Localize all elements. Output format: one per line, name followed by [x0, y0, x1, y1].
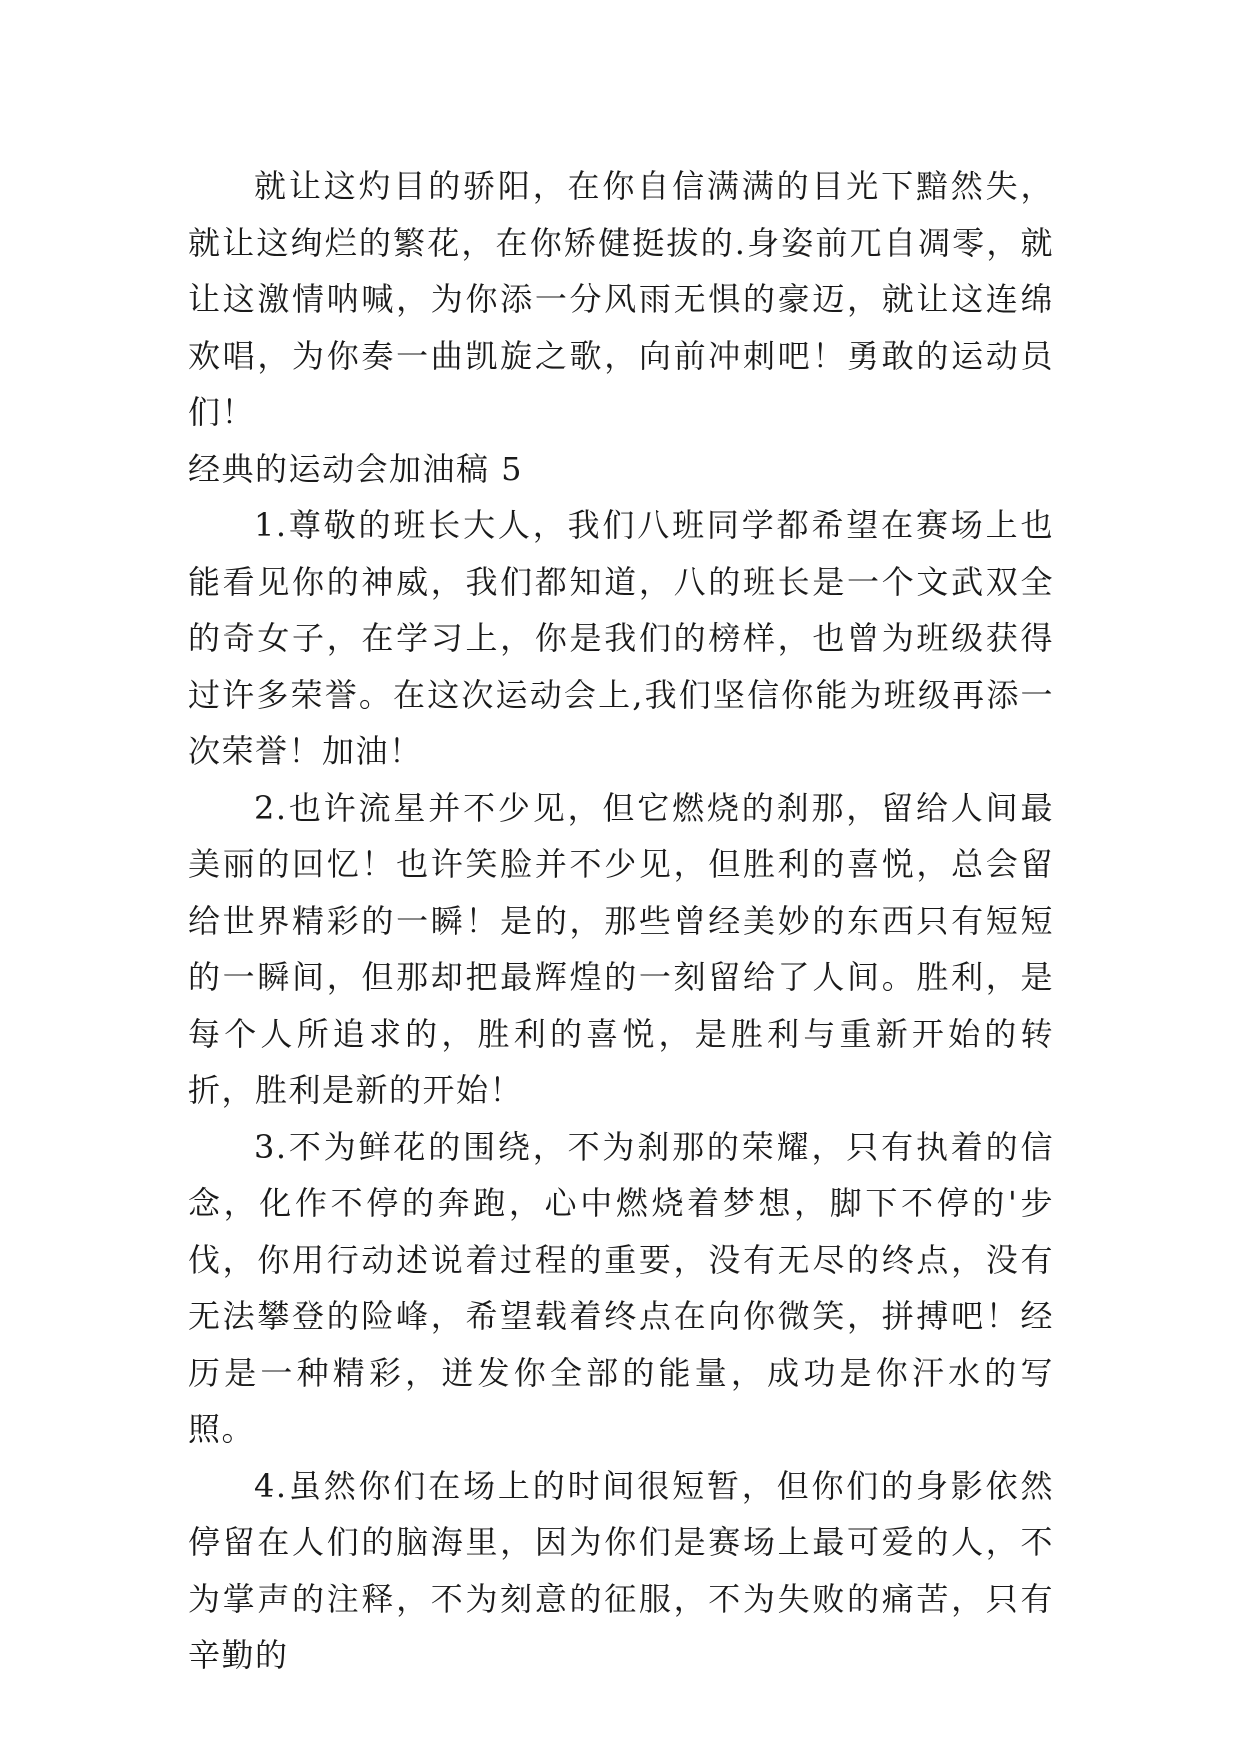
- list-item: 2.也许流星并不少见，但它燃烧的刹那，留给人间最美丽的回忆！也许笑脸并不少见，但胜利的喜悦，总会留给世界精彩的一瞬！是的，那些曾经美妙的东西只有短短的一瞬间，但那却把最辉煌的一刻留给了人间。胜利，是每个人所追求的，胜利的喜悦，是胜利与重新开始的转折，胜利是新的开始！: [188, 788, 1054, 1109]
- intro-paragraph: 就让这灼目的骄阳，在你自信满满的目光下黯然失，就让这绚烂的繁花，在你矫健挺拔的.身姿前兀自凋零，就让这激情呐喊，为你添一分风雨无惧的豪迈，就让这连绵欢唱，为你奏一曲凯旋之歌，向前冲刺吧！勇敢的运动员们！: [188, 167, 1054, 431]
- document-body: [188, 158, 1054, 1684]
- list-item: 4.虽然你们在场上的时间很短暂，但你们的身影依然停留在人们的脑海里，因为你们是赛场上最可爱的人，不为掌声的注释，不为刻意的征服，不为失败的痛苦，只有辛勤的: [188, 1466, 1054, 1674]
- list-item: 1.尊敬的班长大人，我们八班同学都希望在赛场上也能看见你的神威，我们都知道，八的班长是一个文武双全的奇女子，在学习上，你是我们的榜样，也曾为班级获得过许多荣誉。在这次运动会上,我们坚信你能为班级再添一次荣誉！加油！: [188, 506, 1054, 770]
- list-item: 3.不为鲜花的围绕，不为刹那的荣耀，只有执着的信念，化作不停的奔跑，心中燃烧着梦想，脚下不停的'步伐，你用行动述说着过程的重要，没有无尽的终点，没有无法攀登的险峰，希望载着终点在向你微笑，拼搏吧！经历是一种精彩，迸发你全部的能量，成功是你汗水的写照。: [188, 1127, 1054, 1448]
- section-heading: 经典的运动会加油稿 5: [188, 449, 524, 488]
